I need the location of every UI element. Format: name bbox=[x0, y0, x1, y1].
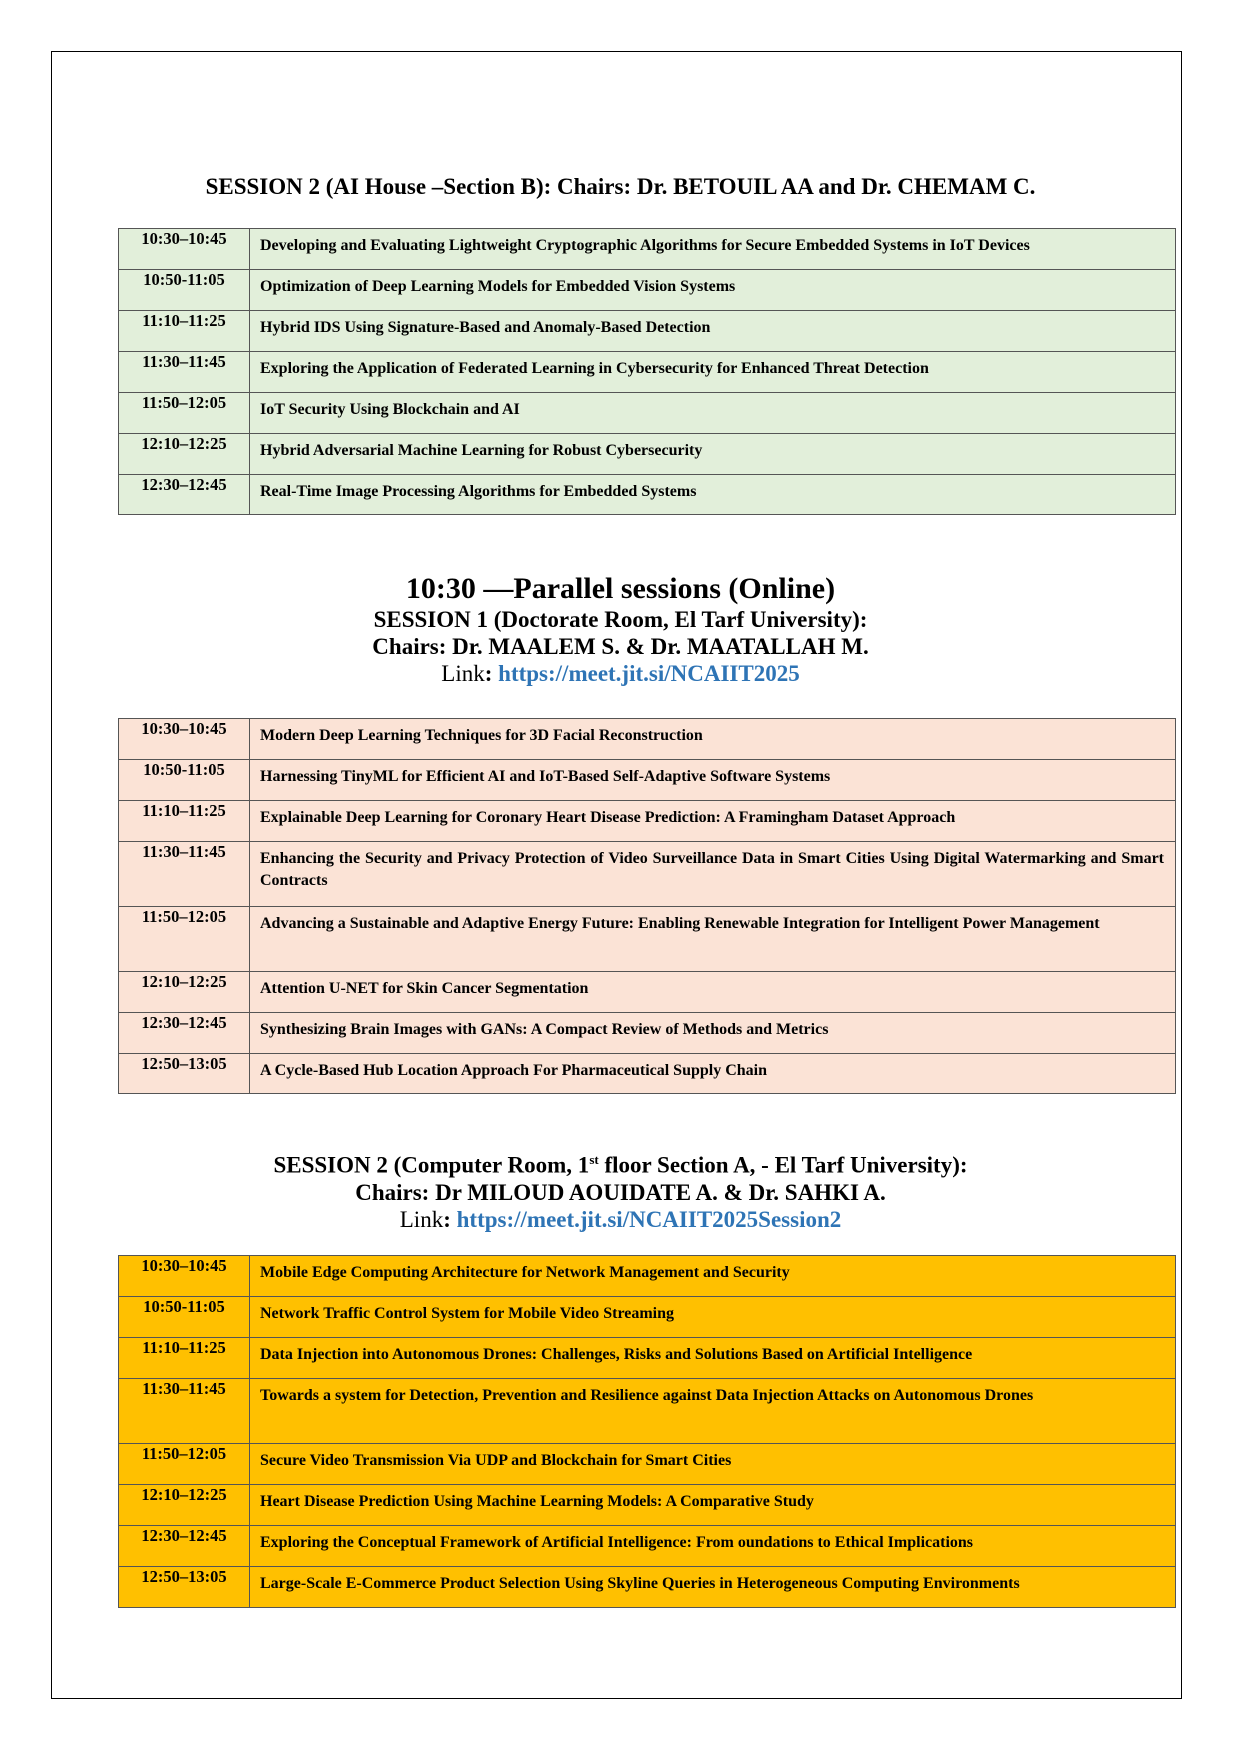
table-row bbox=[119, 1013, 1176, 1054]
paper-title: Optimization of Deep Learning Models for Embedded Vision Systems bbox=[250, 270, 1176, 311]
paper-title: Data Injection into Autonomous Drones: Challenges, Risks and Solutions Based on Artificial Intelligence bbox=[250, 1338, 1176, 1379]
parallel-block bbox=[0, 572, 1241, 687]
table-row bbox=[119, 434, 1176, 475]
session1-link-colon: : bbox=[484, 661, 493, 686]
time-slot: 11:10–11:25 bbox=[119, 311, 250, 352]
table-row bbox=[119, 719, 1176, 760]
session1-link-line bbox=[0, 660, 1241, 687]
paper-title: A Cycle-Based Hub Location Approach For Pharmaceutical Supply Chain bbox=[250, 1054, 1176, 1094]
session1-meeting-link[interactable]: https://meet.jit.si/NCAIIT2025 bbox=[498, 661, 800, 686]
session2-heading-sup: st bbox=[589, 1152, 599, 1167]
paper-title: IoT Security Using Blockchain and AI bbox=[250, 393, 1176, 434]
session2-table bbox=[118, 1255, 1176, 1608]
table-row bbox=[119, 1567, 1176, 1608]
time-slot: 11:30–11:45 bbox=[119, 1379, 250, 1444]
table-row bbox=[119, 1485, 1176, 1526]
paper-title: Hybrid IDS Using Signature-Based and Anomaly-Based Detection bbox=[250, 311, 1176, 352]
time-slot: 12:30–12:45 bbox=[119, 1013, 250, 1054]
time-slot: 11:50–12:05 bbox=[119, 393, 250, 434]
table-row bbox=[119, 393, 1176, 434]
table-row bbox=[119, 352, 1176, 393]
paper-title: Modern Deep Learning Techniques for 3D Facial Reconstruction bbox=[250, 719, 1176, 760]
session1-link-label: Link bbox=[441, 661, 485, 686]
session2-heading bbox=[0, 1146, 1241, 1179]
table-row bbox=[119, 270, 1176, 311]
paper-title: Network Traffic Control System for Mobile Video Streaming bbox=[250, 1297, 1176, 1338]
time-slot: 11:50–12:05 bbox=[119, 1444, 250, 1485]
table-row bbox=[119, 801, 1176, 842]
time-slot: 11:30–11:45 bbox=[119, 842, 250, 907]
paper-title: Explainable Deep Learning for Coronary Heart Disease Prediction: A Framingham Dataset Approach bbox=[250, 801, 1176, 842]
time-slot: 10:50-11:05 bbox=[119, 1297, 250, 1338]
table-row bbox=[119, 1297, 1176, 1338]
table-row bbox=[119, 1379, 1176, 1444]
session1-table bbox=[118, 718, 1176, 1094]
session-ai-house-heading: SESSION 2 (AI House –Section B): Chairs: Dr. BETOUIL AA and Dr. CHEMAM C. bbox=[205, 174, 1036, 199]
table-row bbox=[119, 229, 1176, 270]
time-slot: 12:10–12:25 bbox=[119, 1485, 250, 1526]
paper-title: Exploring the Conceptual Framework of Artificial Intelligence: From oundations to Ethical Implications bbox=[250, 1526, 1176, 1567]
session2-heading-post: floor Section A, - El Tarf University): bbox=[598, 1152, 968, 1178]
time-slot: 12:30–12:45 bbox=[119, 1526, 250, 1567]
session2-heading-pre: SESSION 2 (Computer Room, 1 bbox=[273, 1152, 590, 1178]
session2-chairs: Chairs: Dr MILOUD AOUIDATE A. & Dr. SAHKI A. bbox=[355, 1179, 886, 1205]
session2-link-colon: : bbox=[443, 1206, 451, 1232]
session2-block bbox=[0, 1146, 1241, 1233]
time-slot: 12:30–12:45 bbox=[119, 475, 250, 515]
paper-title: Enhancing the Security and Privacy Protection of Video Surveillance Data in Smart Cities Using Digital Watermarking and Smart Contracts bbox=[250, 842, 1176, 907]
table-row bbox=[119, 1526, 1176, 1567]
session-ai-house-table bbox=[118, 228, 1176, 515]
paper-title: Towards a system for Detection, Prevention and Resilience against Data Injection Attacks on Autonomous Drones bbox=[250, 1379, 1176, 1444]
time-slot: 10:50-11:05 bbox=[119, 270, 250, 311]
time-slot: 12:50–13:05 bbox=[119, 1054, 250, 1094]
time-slot: 11:30–11:45 bbox=[119, 352, 250, 393]
time-slot: 10:30–10:45 bbox=[119, 229, 250, 270]
session2-link-line bbox=[0, 1206, 1241, 1233]
table-row bbox=[119, 907, 1176, 972]
session2-link-label: Link bbox=[399, 1206, 444, 1232]
time-slot: 12:50–13:05 bbox=[119, 1567, 250, 1608]
paper-title: Heart Disease Prediction Using Machine Learning Models: A Comparative Study bbox=[250, 1485, 1176, 1526]
table-row bbox=[119, 760, 1176, 801]
parallel-title: 10:30 —Parallel sessions (Online) bbox=[405, 572, 836, 605]
time-slot: 10:30–10:45 bbox=[119, 1256, 250, 1297]
session1-chairs: Chairs: Dr. MAALEM S. & Dr. MAATALLAH M. bbox=[372, 634, 869, 659]
time-slot: 12:10–12:25 bbox=[119, 434, 250, 475]
table-row bbox=[119, 1444, 1176, 1485]
table-row bbox=[119, 1338, 1176, 1379]
session2-meeting-link[interactable]: https://meet.jit.si/NCAIIT2025Session2 bbox=[456, 1206, 842, 1232]
paper-title: Large-Scale E-Commerce Product Selection Using Skyline Queries in Heterogeneous Computing Environments bbox=[250, 1567, 1176, 1608]
time-slot: 11:50–12:05 bbox=[119, 907, 250, 972]
paper-title: Secure Video Transmission Via UDP and Blockchain for Smart Cities bbox=[250, 1444, 1176, 1485]
time-slot: 12:10–12:25 bbox=[119, 972, 250, 1013]
table-row bbox=[119, 972, 1176, 1013]
paper-title: Advancing a Sustainable and Adaptive Energy Future: Enabling Renewable Integration for Intelligent Power Management bbox=[250, 907, 1176, 972]
table-row bbox=[119, 1054, 1176, 1094]
time-slot: 11:10–11:25 bbox=[119, 801, 250, 842]
paper-title: Harnessing TinyML for Efficient AI and IoT-Based Self-Adaptive Software Systems bbox=[250, 760, 1176, 801]
table-row bbox=[119, 842, 1176, 907]
time-slot: 10:50-11:05 bbox=[119, 760, 250, 801]
table-row bbox=[119, 311, 1176, 352]
paper-title: Developing and Evaluating Lightweight Cryptographic Algorithms for Secure Embedded Systems in IoT Devices bbox=[250, 229, 1176, 270]
paper-title: Exploring the Application of Federated Learning in Cybersecurity for Enhanced Threat Detection bbox=[250, 352, 1176, 393]
table-row bbox=[119, 475, 1176, 515]
paper-title: Attention U-NET for Skin Cancer Segmentation bbox=[250, 972, 1176, 1013]
table-row bbox=[119, 1256, 1176, 1297]
paper-title: Mobile Edge Computing Architecture for Network Management and Security bbox=[250, 1256, 1176, 1297]
paper-title: Real-Time Image Processing Algorithms for Embedded Systems bbox=[250, 475, 1176, 515]
paper-title: Synthesizing Brain Images with GANs: A Compact Review of Methods and Metrics bbox=[250, 1013, 1176, 1054]
paper-title: Hybrid Adversarial Machine Learning for Robust Cybersecurity bbox=[250, 434, 1176, 475]
time-slot: 10:30–10:45 bbox=[119, 719, 250, 760]
session1-heading: SESSION 1 (Doctorate Room, El Tarf University): bbox=[373, 607, 868, 632]
time-slot: 11:10–11:25 bbox=[119, 1338, 250, 1379]
